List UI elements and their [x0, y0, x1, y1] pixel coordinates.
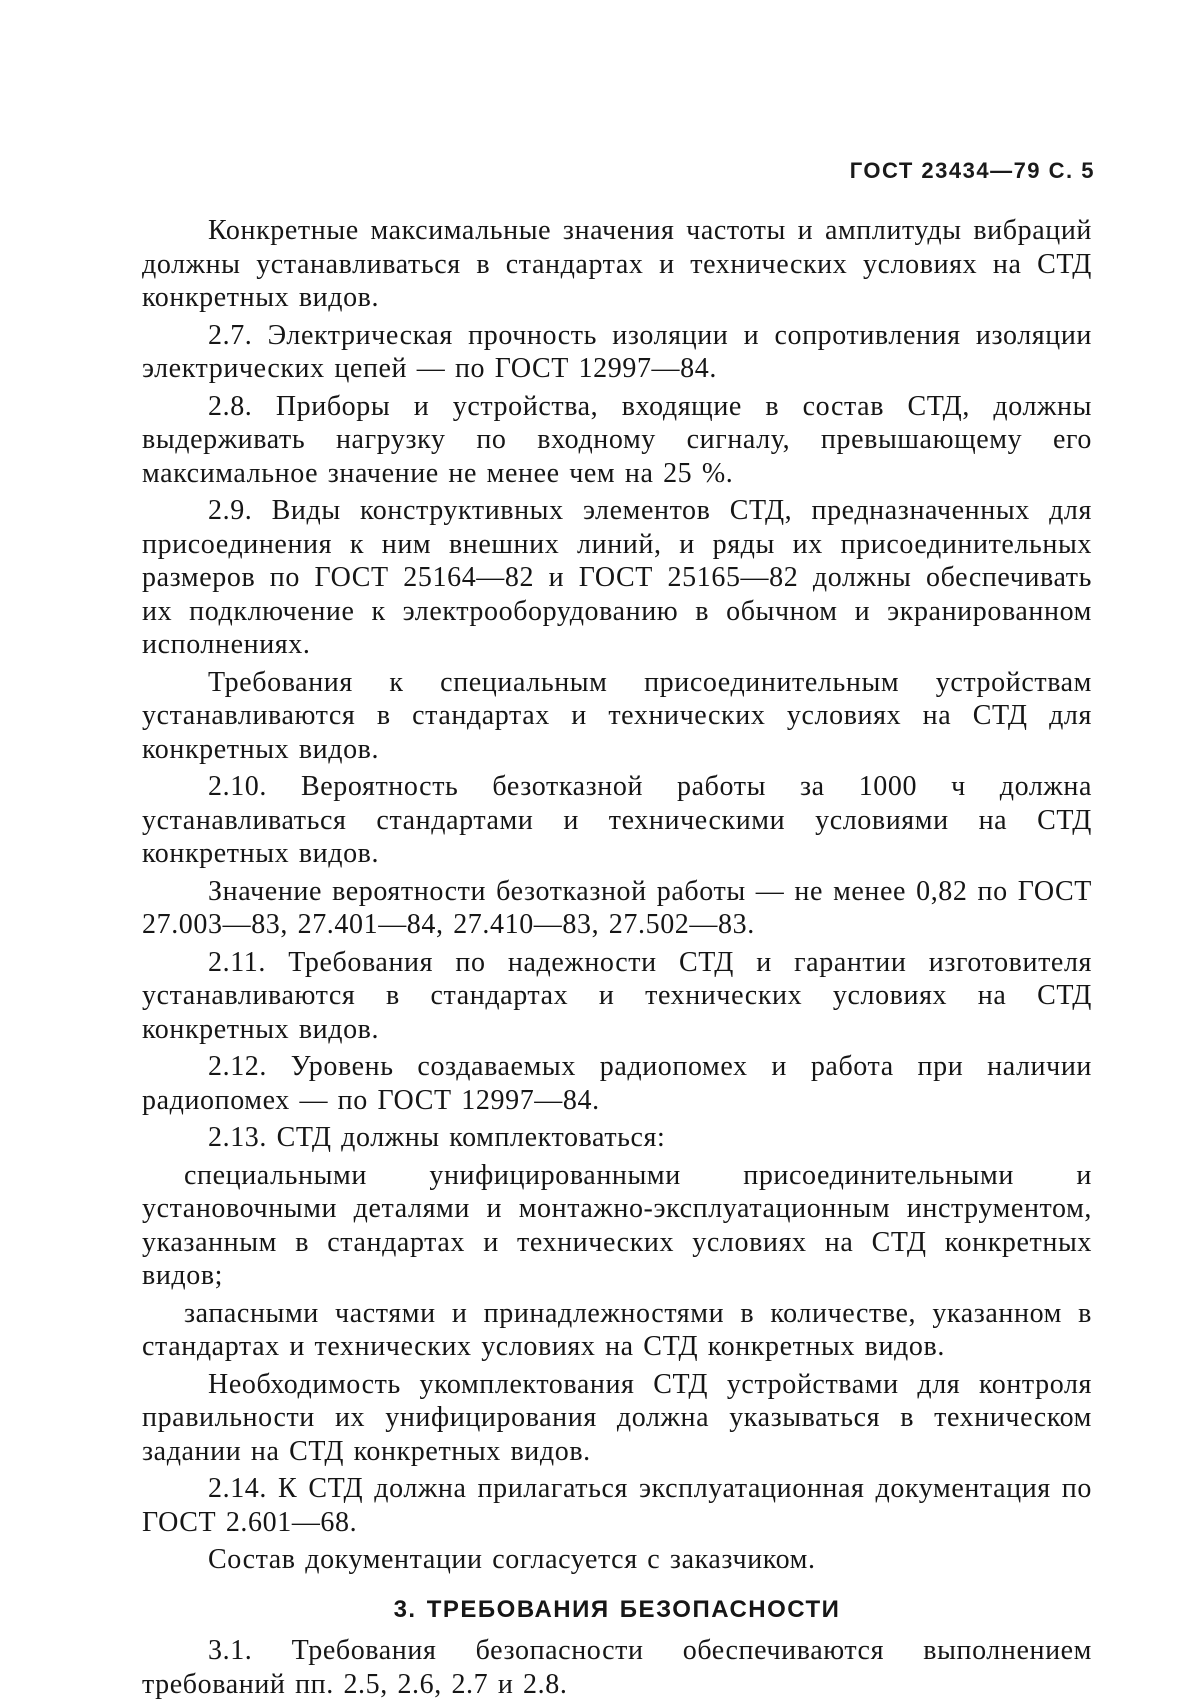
paragraph: Состав документации согласуется с заказчиком. — [208, 1544, 816, 1575]
section-heading: 3. ТРЕБОВАНИЯ БЕЗОПАСНОСТИ — [393, 1595, 841, 1623]
paragraph: 2.8. Приборы и устройства, входящие в состав СТД, должны выдерживать нагрузку по входному сигналу, превышающему его максимальное значение не менее чем на 25 %. — [142, 390, 1092, 489]
paragraph: 2.7. Электрическая прочность изоляции и сопротивления изоляции электрических цепей — по ГОСТ 12997—84. — [142, 319, 1092, 384]
paragraph: 2.13. СТД должны комплектоваться: — [208, 1122, 666, 1153]
list-item: специальными унифицированными присоединительными и установочными деталями и монтажно-эксплуатационным инструментом, указанным в стандартах и технических условиях на СТД конкретных видов; — [142, 1159, 1092, 1291]
paragraph: Конкретные максимальные значения частоты и амплитуды вибраций должны устанавливаться в стандартах и технических условиях на СТД конкретных видов. — [142, 215, 1092, 313]
paragraph: 3.1. Требования безопасности обеспечиваются выполнением требований пп. 2.5, 2.6, 2.7 и 2.8. — [142, 1635, 1092, 1700]
list-item: запасными частями и принадлежностями в количестве, указанном в стандартах и технических условиях на СТД конкретных видов. — [142, 1297, 1092, 1362]
paragraph: Значение вероятности безотказной работы — не менее 0,82 по ГОСТ 27.003—83, 27.401—84, 27.410—83, 27.502—83. — [142, 875, 1092, 940]
body-text — [142, 214, 1092, 1705]
paragraph: 2.9. Виды конструктивных элементов СТД, предназначенных для присоединения к ним внешних линий, и ряды их присоединительных размеров по ГОСТ 25164—82 и ГОСТ 25165—82 должны обеспечивать их подключение к электрооборудованию в обычном и экранированном исполнениях. — [142, 495, 1092, 660]
paragraph: 2.14. К СТД должна прилагаться эксплуатационная документация по ГОСТ 2.601—68. — [142, 1473, 1092, 1538]
paragraph: 2.10. Вероятность безотказной работы за 1000 ч должна устанавливаться стандартами и техническими условиями на СТД конкретных видов. — [142, 771, 1092, 869]
paragraph: 2.11. Требования по надежности СТД и гарантии изготовителя устанавливаются в стандартах и технических условиях на СТД конкретных видов. — [142, 946, 1092, 1045]
running-head: ГОСТ 23434—79 С. 5 — [849, 158, 1095, 183]
paragraph: Необходимость укомплектования СТД устройствами для контроля правильности их унифицирования должна указываться в техническом задании на СТД конкретных видов. — [142, 1368, 1092, 1467]
paragraph: 2.12. Уровень создаваемых радиопомех и работа при наличии радиопомех — по ГОСТ 12997—84. — [142, 1051, 1092, 1116]
paragraph: Требования к специальным присоединительным устройствам устанавливаются в стандартах и технических условиях на СТД для конкретных видов. — [142, 666, 1092, 765]
